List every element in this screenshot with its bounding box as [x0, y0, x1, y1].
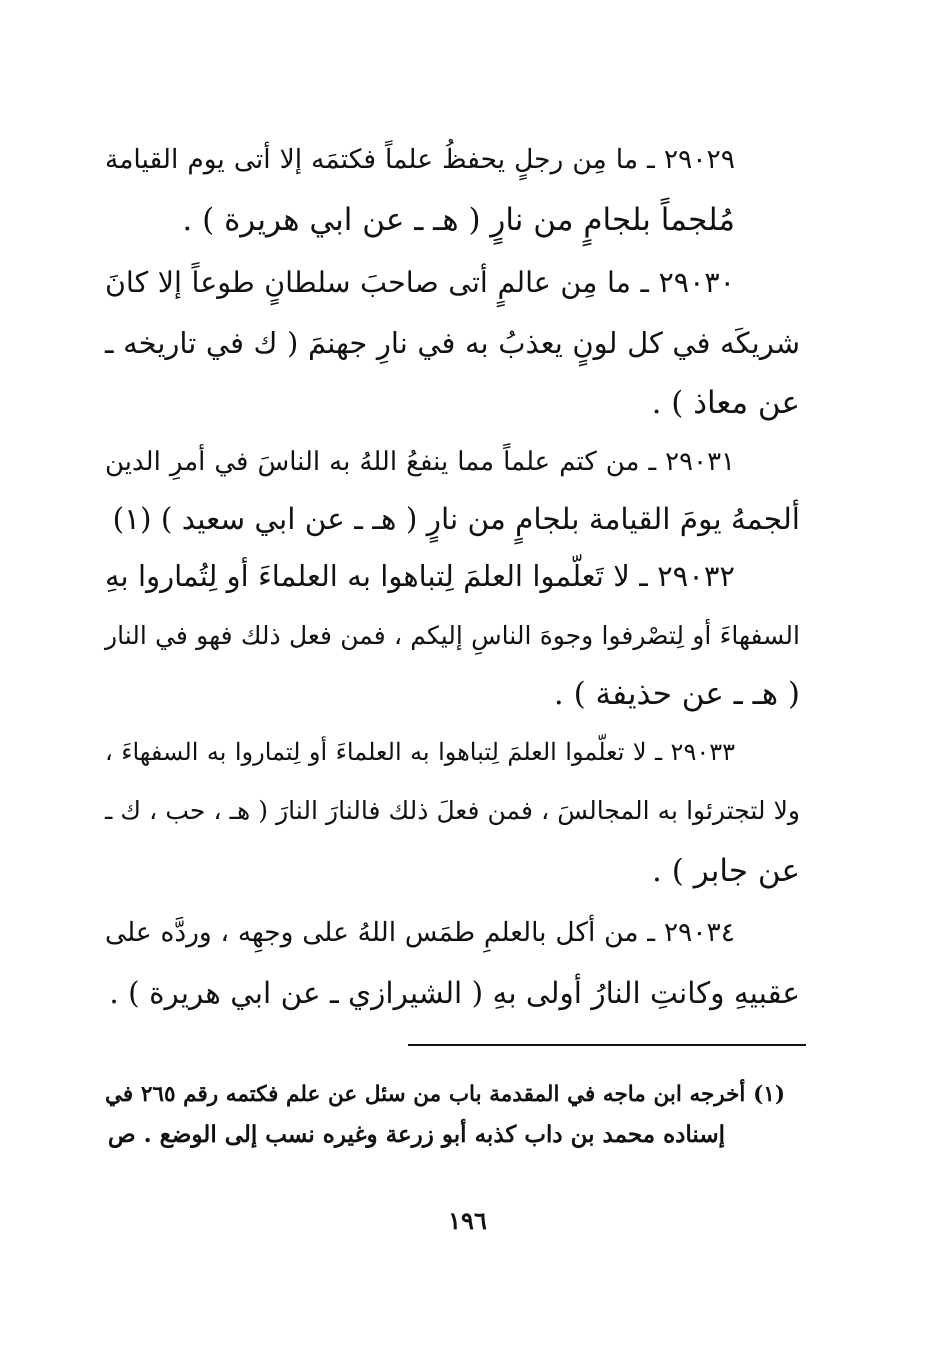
entry-29032-line-3: ( هـ ـ عن حذيفة ) . — [553, 676, 800, 712]
entry-29031-line-1: ٢٩٠٣١ ـ من كتم علماً مما ينفعُ اللهُ به الناسَ في أمرِ الدين — [105, 447, 735, 477]
entry-29032-line-2: السفهاءَ أو لِتصْرفوا وجوهَ الناسِ إليكم ، فمن فعل ذلك فهو في النار — [105, 621, 800, 650]
entry-29030-line-2: شريكَه في كل لونٍ يعذبُ به في نارِ جهنمَ ( ك في تاريخه ـ — [105, 326, 800, 360]
entry-29033-line-3: عن جابر ) . — [652, 853, 800, 889]
page-number: ١٩٦ — [448, 1206, 487, 1235]
entry-29034-line-2: عقبيهِ وكانتِ النارُ أولى بهِ ( الشيرازي ـ عن ابي هريرة ) . — [109, 976, 800, 1010]
entry-29034-line-1: ٢٩٠٣٤ ـ من أكل بالعلمِ طمَس اللهُ على وجهِه ، وردَّه على — [105, 917, 735, 948]
footnote-separator — [408, 1044, 806, 1046]
entry-29031-line-2: ألجمهُ يومَ القيامة بلجامٍ من نارٍ ( هـ ـ عن ابي سعيد ) (١) — [112, 502, 800, 536]
entry-29033-line-1: ٢٩٠٣٣ ـ لا تعلّموا العلمَ لِتباهوا به العلماءَ أو لِتماروا به السفهاءَ ، — [105, 738, 735, 766]
entry-29029-line-1: ٢٩٠٢٩ ـ ما مِن رجلٍ يحفظُ علماً فكتمَه إلا أتى يوم القيامة — [105, 144, 735, 175]
entry-29030-line-1: ٢٩٠٣٠ ـ ما مِن عالمٍ أتى صاحبَ سلطانٍ طوعاً إلا كانَ — [105, 266, 735, 299]
entry-29033-line-2: ولا لتجترئوا به المجالسَ ، فمن فعلَ ذلك فالنارَ النارَ ( هـ ، حب ، ك ـ — [105, 796, 800, 825]
footnote-line-2: إسناده محمد بن داب كذبه أبو زرعة وغيره نسب إلى الوضع . ص — [107, 1121, 725, 1148]
entry-29030-line-3: عن معاذ ) . — [651, 385, 800, 421]
entry-29029-line-2: مُلجماً بلجامٍ من نارٍ ( هـ ـ عن ابي هريرة ) . — [182, 202, 735, 238]
entry-29032-line-1: ٢٩٠٣٢ ـ لا تَعلّموا العلمَ لِتباهوا به العلماءَ أو لِتُماروا بهِ — [105, 559, 735, 593]
footnote-line-1: (١) أخرجه ابن ماجه في المقدمة باب من سئل عن علم فكتمه رقم ٢٦٥ في — [105, 1082, 785, 1107]
